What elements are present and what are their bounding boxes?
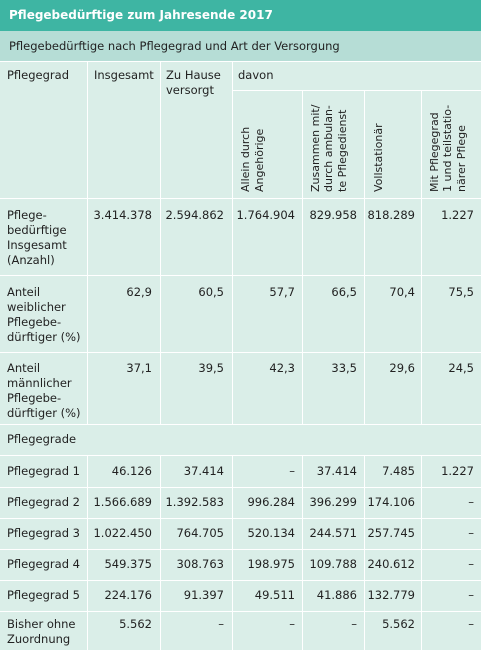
table-cell: 1.566.689 [93,495,152,509]
header-zusammen-3: te Pflegedienst [336,109,349,192]
grid-line [0,455,481,456]
row-label: dürftiger (%) [7,330,81,344]
table-cell: 1.227 [441,208,474,222]
table-cell: 764.705 [176,526,224,540]
grid-line [0,580,481,581]
table-cell: 62,9 [126,285,152,299]
row-label: männlicher [7,376,72,390]
table-cell: 3.414.378 [93,208,152,222]
table-cell: 818.289 [367,208,415,222]
table-cell: 41.886 [316,588,357,602]
header-pflegegrad: Pflegegrad [7,68,70,82]
grid-line [0,352,481,353]
grid-line [0,518,481,519]
table-cell: 174.106 [367,495,415,509]
table-subtitle: Pflegebedürftige nach Pflegegrad und Art der Versorgung [0,31,481,61]
grid-line [0,275,481,276]
grid-line [0,61,481,62]
grid-line [0,487,481,488]
table-cell: 829.958 [309,208,357,222]
table-cell: 33,5 [331,361,357,375]
table-cell: – [218,617,224,631]
table-cell: 66,5 [331,285,357,299]
row-label: bedürftige [7,223,67,237]
row-label: Anteil [7,285,41,299]
table-cell: 396.299 [309,495,357,509]
table-cell: 132.779 [367,588,415,602]
table-cell: 2.594.862 [165,208,224,222]
grid-line [0,549,481,550]
header-zusammen-2: durch ambulan- [322,105,335,192]
table-cell: 244.571 [309,526,357,540]
row-label: Pflegegrad 2 [7,495,80,509]
table-cell: 37.414 [316,464,357,478]
table-cell: 224.176 [104,588,152,602]
header-vollstationaer: Vollstationär [372,123,385,192]
row-label: weiblicher [7,300,66,314]
row-label: Pflege- [7,208,47,222]
header-insgesamt: Insgesamt [94,68,154,82]
header-zu-hause-2: versorgt [166,83,214,97]
row-label: Zuordnung [7,632,71,646]
table-cell: – [351,617,357,631]
header-zusammen-1: Zusammen mit/ [309,104,322,192]
table-cell: 46.126 [111,464,152,478]
table-cell: 1.022.450 [93,526,152,540]
table-cell: 39,5 [198,361,224,375]
row-label: (Anzahl) [7,253,55,267]
table-cell: 7.485 [382,464,415,478]
row-label: Insgesamt [7,238,67,252]
table-cell: – [468,495,474,509]
table-cell: 60,5 [198,285,224,299]
table-cell: 240.612 [367,557,415,571]
table-cell: – [289,464,295,478]
table-cell: 75,5 [448,285,474,299]
table-cell: 37.414 [183,464,224,478]
row-label: Pflegebe- [7,315,62,329]
table-cell: 5.562 [119,617,152,631]
table-cell: 1.392.583 [165,495,224,509]
row-label: Pflegegrad 3 [7,526,80,540]
table-cell: 70,4 [389,285,415,299]
header-teilstationaer-1: Mit Pflegegrad [428,112,441,192]
row-label: Pflegebe- [7,391,62,405]
table-cell: – [468,588,474,602]
table-cell: 549.375 [104,557,152,571]
grid-line [0,611,481,612]
header-allein-2: Angehörige [253,128,266,192]
row-label: Pflegegrad 4 [7,557,80,571]
row-label: Pflegegrad 1 [7,464,80,478]
table-cell: 109.788 [309,557,357,571]
section-label: Pflegegrade [7,432,77,446]
table-cell: 37,1 [126,361,152,375]
row-label: Anteil [7,361,41,375]
table-cell: 29,6 [389,361,415,375]
table-cell: 1.764.904 [236,208,295,222]
table-cell: 1.227 [441,464,474,478]
table-cell: 49.511 [254,588,295,602]
grid-line [0,424,481,425]
table-cell: 91.397 [183,588,224,602]
row-label: dürftiger (%) [7,406,81,420]
table-cell: 996.284 [247,495,295,509]
table-cell: – [468,617,474,631]
table-cell: 257.745 [367,526,415,540]
table-cell: – [289,617,295,631]
header-zu-hause-1: Zu Hause [166,68,221,82]
row-label: Bisher ohne [7,617,76,631]
table-title: Pflegebedürftige zum Jahresende 2017 [0,0,481,31]
header-davon: davon [238,68,274,82]
table-cell: 42,3 [269,361,295,375]
table-cell: 5.562 [382,617,415,631]
table-cell: 57,7 [269,285,295,299]
grid-line [232,90,481,91]
table-cell: 24,5 [448,361,474,375]
table-cell: 520.134 [247,526,295,540]
header-teilstationaer-2: 1 und teilstatio- [441,104,454,192]
header-teilstationaer-3: närer Pflege [455,125,468,192]
header-allein-1: Allein durch [239,126,252,192]
table-cell: – [468,526,474,540]
table-cell: – [468,557,474,571]
row-label: Pflegegrad 5 [7,588,80,602]
table-cell: 198.975 [247,557,295,571]
table-cell: 308.763 [176,557,224,571]
grid-line [0,198,481,199]
